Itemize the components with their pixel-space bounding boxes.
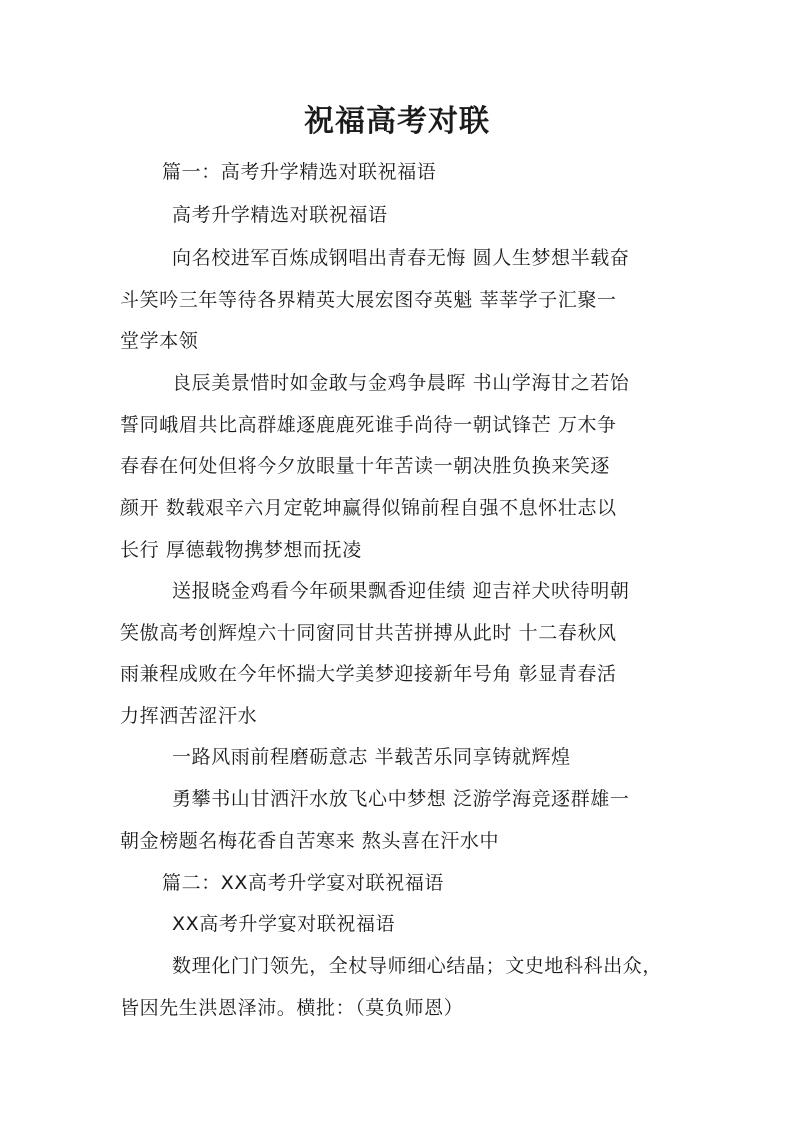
section-heading-1: 篇一：高考升学精选对联祝福语 (162, 161, 437, 183)
paragraph-line: 誓同峨眉共比高群雄逐鹿鹿死谁手尚待一朝试锋芒 万木争 (120, 414, 617, 436)
subheading-1: 高考升学精选对联祝福语 (172, 204, 388, 226)
paragraph-line: 力挥洒苦涩汗水 (120, 705, 258, 727)
paragraph-line: 勇攀书山甘洒汗水放飞心中梦想 泛游学海竞逐群雄一 (172, 788, 630, 810)
paragraph-line: 送报晓金鸡看今年硕果飘香迎佳绩 迎吉祥犬吠待明朝 (172, 580, 630, 602)
section-heading-2: 篇二：XX高考升学宴对联祝福语 (162, 872, 445, 894)
paragraph-line: 长行 厚德载物携梦想而抚凌 (120, 539, 362, 561)
paragraph-line: 斗笑吟三年等待各界精英大展宏图夺英魁 莘莘学子汇聚一 (120, 289, 617, 311)
paragraph-line: 一路风雨前程磨砺意志 半载苦乐同享铸就辉煌 (172, 746, 571, 768)
subheading-2: XX高考升学宴对联祝福语 (172, 913, 396, 935)
document-title: 祝福高考对联 (304, 104, 490, 139)
paragraph-line: 春春在何处但将今夕放眼量十年苦读一朝决胜负换来笑逐 (120, 455, 611, 477)
paragraph-line: 堂学本领 (120, 330, 199, 352)
paragraph-line: 数理化门门领先，全杖导师细心结晶；文史地科科出众， (172, 955, 663, 977)
paragraph-line: 皆因先生洪恩泽沛。横批：（莫负师恩） (120, 997, 464, 1019)
paragraph-line: 颜开 数载艰辛六月定乾坤赢得似锦前程自强不息怀壮志以 (120, 497, 617, 519)
paragraph-line: 向名校进军百炼成钢唱出青春无悔 圆人生梦想半载奋 (172, 247, 630, 269)
paragraph-line: 笑傲高考创辉煌六十同窗同甘共苦拼搏从此时 十二春秋风 (120, 622, 617, 644)
paragraph-line: 朝金榜题名梅花香自苦寒来 熬头喜在汗水中 (120, 830, 500, 852)
paragraph-line: 良辰美景惜时如金敢与金鸡争晨晖 书山学海甘之若饴 (172, 372, 630, 394)
paragraph-line: 雨兼程成败在今年怀揣大学美梦迎接新年号角 彰显青春活 (120, 663, 617, 685)
